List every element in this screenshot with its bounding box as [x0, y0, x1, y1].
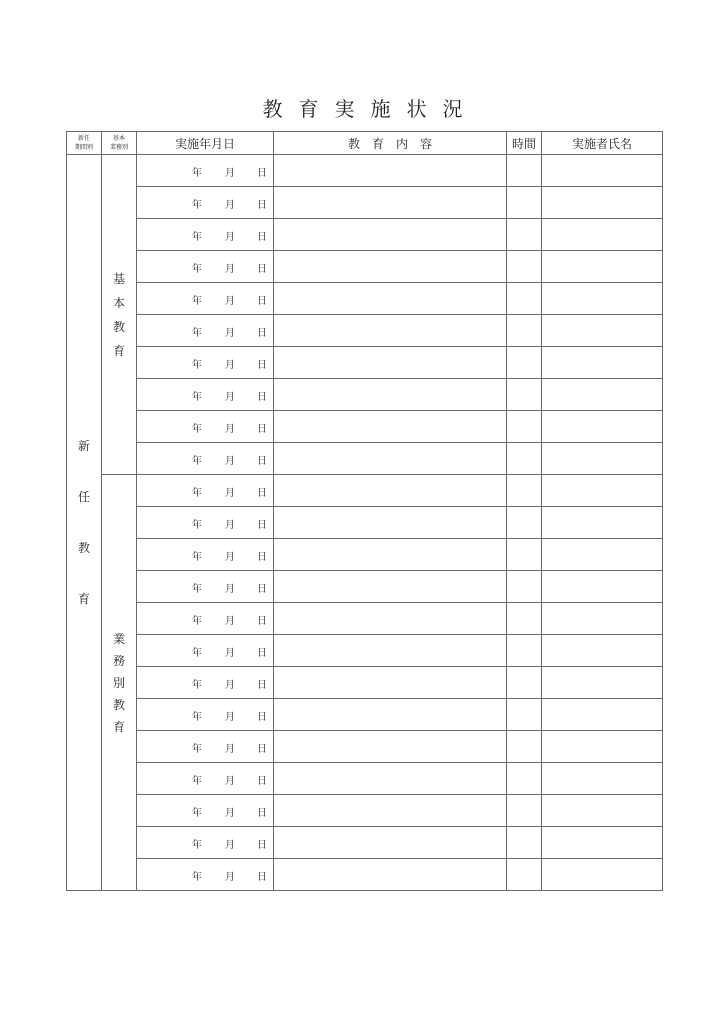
day-label: 日	[257, 872, 267, 883]
table-row	[67, 827, 663, 859]
month-label: 月	[225, 680, 235, 691]
content-cell[interactable]	[274, 411, 507, 443]
year-label: 年	[192, 872, 202, 883]
person-cell[interactable]	[542, 475, 663, 507]
table-row	[67, 251, 663, 283]
year-label: 年	[192, 808, 202, 819]
table-row	[67, 187, 663, 219]
person-cell[interactable]	[542, 539, 663, 571]
day-label: 日	[257, 264, 267, 275]
label-shinnin-kyoiku-char: 任	[77, 489, 90, 504]
year-label: 年	[192, 680, 202, 691]
label-shinnin-kyoiku-char: 育	[77, 591, 90, 606]
month-label: 月	[225, 840, 235, 851]
label-gyomubetsu-kyoiku-char: 業	[112, 631, 125, 646]
hours-cell[interactable]	[507, 699, 542, 731]
day-label: 日	[257, 648, 267, 659]
hours-cell[interactable]	[507, 411, 542, 443]
month-label: 月	[225, 456, 235, 467]
hours-cell[interactable]	[507, 187, 542, 219]
day-label: 日	[257, 744, 267, 755]
table-row	[67, 347, 663, 379]
month-label: 月	[225, 264, 235, 275]
date-cell[interactable]	[137, 571, 274, 603]
hours-cell[interactable]	[507, 475, 542, 507]
content-cell[interactable]	[274, 571, 507, 603]
year-label: 年	[192, 488, 202, 499]
date-cell[interactable]	[137, 251, 274, 283]
hours-cell[interactable]	[507, 795, 542, 827]
hours-cell[interactable]	[507, 571, 542, 603]
hours-cell[interactable]	[507, 539, 542, 571]
header-content: 教育内容	[274, 132, 507, 155]
hours-cell[interactable]	[507, 603, 542, 635]
header-hours: 時間	[507, 132, 542, 155]
hours-cell[interactable]	[507, 443, 542, 475]
content-cell[interactable]	[274, 443, 507, 475]
date-cell[interactable]	[137, 731, 274, 763]
person-cell[interactable]	[542, 507, 663, 539]
year-label: 年	[192, 776, 202, 787]
month-label: 月	[225, 776, 235, 787]
table-row	[67, 411, 663, 443]
hours-cell[interactable]	[507, 283, 542, 315]
date-cell[interactable]	[137, 187, 274, 219]
table-row	[67, 699, 663, 731]
hours-cell[interactable]	[507, 315, 542, 347]
month-label: 月	[225, 168, 235, 179]
table-row	[67, 283, 663, 315]
person-cell[interactable]	[542, 443, 663, 475]
person-cell[interactable]	[542, 795, 663, 827]
person-cell[interactable]	[542, 667, 663, 699]
day-label: 日	[257, 168, 267, 179]
hours-cell[interactable]	[507, 635, 542, 667]
date-cell[interactable]	[137, 635, 274, 667]
label-gyomubetsu-kyoiku-char: 務	[112, 653, 125, 668]
header-period-category	[67, 132, 102, 155]
table-row	[67, 475, 663, 507]
date-cell[interactable]	[137, 475, 274, 507]
year-label: 年	[192, 328, 202, 339]
table-row	[67, 731, 663, 763]
table-header-row	[67, 132, 663, 155]
date-cell[interactable]	[137, 667, 274, 699]
label-gyomubetsu-kyoiku-char: 教	[112, 697, 125, 712]
person-cell[interactable]	[542, 187, 663, 219]
year-label: 年	[192, 744, 202, 755]
year-label: 年	[192, 232, 202, 243]
day-label: 日	[257, 488, 267, 499]
year-label: 年	[192, 840, 202, 851]
year-label: 年	[192, 552, 202, 563]
table-row	[67, 219, 663, 251]
header-type-line1: 基本	[112, 135, 125, 142]
month-label: 月	[225, 424, 235, 435]
content-cell[interactable]	[274, 699, 507, 731]
table-row	[67, 155, 663, 187]
person-cell[interactable]	[542, 315, 663, 347]
day-label: 日	[257, 840, 267, 851]
day-label: 日	[257, 808, 267, 819]
year-label: 年	[192, 360, 202, 371]
hours-cell[interactable]	[507, 155, 542, 187]
year-label: 年	[192, 648, 202, 659]
header-date: 実施年月日	[137, 132, 274, 155]
person-cell[interactable]	[542, 699, 663, 731]
label-gyomubetsu-kyoiku	[102, 475, 137, 891]
content-cell[interactable]	[274, 251, 507, 283]
hours-cell[interactable]	[507, 827, 542, 859]
month-label: 月	[225, 872, 235, 883]
day-label: 日	[257, 776, 267, 787]
content-cell[interactable]	[274, 315, 507, 347]
label-shinnin-kyoiku	[67, 155, 102, 891]
day-label: 日	[257, 200, 267, 211]
person-cell[interactable]	[542, 411, 663, 443]
content-cell[interactable]	[274, 763, 507, 795]
date-cell[interactable]	[137, 379, 274, 411]
label-kihon-kyoiku-char: 教	[112, 319, 125, 334]
date-cell[interactable]	[137, 539, 274, 571]
label-gyomubetsu-kyoiku-char: 育	[112, 719, 125, 734]
page-title: 教育実施状況	[262, 97, 479, 121]
hours-cell[interactable]	[507, 667, 542, 699]
year-label: 年	[192, 296, 202, 307]
content-cell[interactable]	[274, 667, 507, 699]
date-cell[interactable]	[137, 507, 274, 539]
day-label: 日	[257, 456, 267, 467]
label-kihon-kyoiku-char: 基	[112, 271, 125, 286]
hours-cell[interactable]	[507, 859, 542, 891]
month-label: 月	[225, 296, 235, 307]
content-cell[interactable]	[274, 795, 507, 827]
day-label: 日	[257, 296, 267, 307]
year-label: 年	[192, 616, 202, 627]
table-row	[67, 571, 663, 603]
header-person: 実施者氏名	[542, 132, 663, 155]
label-kihon-kyoiku-char: 育	[112, 343, 125, 358]
person-cell[interactable]	[542, 635, 663, 667]
date-cell[interactable]	[137, 155, 274, 187]
hours-cell[interactable]	[507, 763, 542, 795]
content-cell[interactable]	[274, 635, 507, 667]
table-row	[67, 667, 663, 699]
person-cell[interactable]	[542, 571, 663, 603]
day-label: 日	[257, 712, 267, 723]
table-row	[67, 635, 663, 667]
table-row	[67, 859, 663, 891]
content-cell[interactable]	[274, 859, 507, 891]
month-label: 月	[225, 808, 235, 819]
content-cell[interactable]	[274, 507, 507, 539]
header-type-line2: 業務別	[109, 144, 128, 151]
year-label: 年	[192, 456, 202, 467]
person-cell[interactable]	[542, 347, 663, 379]
day-label: 日	[257, 616, 267, 627]
date-cell[interactable]	[137, 443, 274, 475]
year-label: 年	[192, 168, 202, 179]
label-shinnin-kyoiku-char: 教	[77, 540, 90, 555]
content-cell[interactable]	[274, 155, 507, 187]
label-kihon-kyoiku-char: 本	[112, 295, 125, 310]
education-record-table	[66, 131, 663, 891]
day-label: 日	[257, 520, 267, 531]
content-cell[interactable]	[274, 219, 507, 251]
label-gyomubetsu-kyoiku-char: 別	[112, 675, 125, 690]
month-label: 月	[225, 232, 235, 243]
date-cell[interactable]	[137, 699, 274, 731]
date-cell[interactable]	[137, 763, 274, 795]
header-type-category	[102, 132, 137, 155]
month-label: 月	[225, 744, 235, 755]
date-cell[interactable]	[137, 219, 274, 251]
header-period-line1: 新任	[77, 135, 90, 142]
table-row	[67, 379, 663, 411]
month-label: 月	[225, 552, 235, 563]
day-label: 日	[257, 392, 267, 403]
day-label: 日	[257, 328, 267, 339]
content-cell[interactable]	[274, 603, 507, 635]
content-cell[interactable]	[274, 475, 507, 507]
year-label: 年	[192, 264, 202, 275]
person-cell[interactable]	[542, 859, 663, 891]
day-label: 日	[257, 552, 267, 563]
date-cell[interactable]	[137, 411, 274, 443]
date-cell[interactable]	[137, 315, 274, 347]
table-row	[67, 603, 663, 635]
year-label: 年	[192, 584, 202, 595]
table-row	[67, 443, 663, 475]
date-cell[interactable]	[137, 795, 274, 827]
hours-cell[interactable]	[507, 507, 542, 539]
hours-cell[interactable]	[507, 219, 542, 251]
date-cell[interactable]	[137, 347, 274, 379]
hours-cell[interactable]	[507, 379, 542, 411]
label-kihon-kyoiku	[102, 155, 137, 475]
content-cell[interactable]	[274, 379, 507, 411]
month-label: 月	[225, 712, 235, 723]
content-cell[interactable]	[274, 283, 507, 315]
month-label: 月	[225, 488, 235, 499]
label-shinnin-kyoiku-char: 新	[77, 438, 90, 453]
month-label: 月	[225, 392, 235, 403]
date-cell[interactable]	[137, 827, 274, 859]
content-cell[interactable]	[274, 827, 507, 859]
month-label: 月	[225, 616, 235, 627]
hours-cell[interactable]	[507, 347, 542, 379]
day-label: 日	[257, 680, 267, 691]
content-cell[interactable]	[274, 731, 507, 763]
month-label: 月	[225, 200, 235, 211]
person-cell[interactable]	[542, 603, 663, 635]
year-label: 年	[192, 712, 202, 723]
person-cell[interactable]	[542, 283, 663, 315]
content-cell[interactable]	[274, 539, 507, 571]
content-cell[interactable]	[274, 347, 507, 379]
table-row	[67, 795, 663, 827]
person-cell[interactable]	[542, 731, 663, 763]
header-period-line2: 期間別	[74, 144, 93, 151]
hours-cell[interactable]	[507, 251, 542, 283]
day-label: 日	[257, 584, 267, 595]
month-label: 月	[225, 520, 235, 531]
person-cell[interactable]	[542, 155, 663, 187]
table-row	[67, 539, 663, 571]
month-label: 月	[225, 584, 235, 595]
person-cell[interactable]	[542, 827, 663, 859]
person-cell[interactable]	[542, 219, 663, 251]
month-label: 月	[225, 648, 235, 659]
table-row	[67, 315, 663, 347]
date-cell[interactable]	[137, 859, 274, 891]
day-label: 日	[257, 360, 267, 371]
date-cell[interactable]	[137, 603, 274, 635]
day-label: 日	[257, 232, 267, 243]
month-label: 月	[225, 360, 235, 371]
content-cell[interactable]	[274, 187, 507, 219]
day-label: 日	[257, 424, 267, 435]
year-label: 年	[192, 392, 202, 403]
person-cell[interactable]	[542, 763, 663, 795]
month-label: 月	[225, 328, 235, 339]
person-cell[interactable]	[542, 251, 663, 283]
person-cell[interactable]	[542, 379, 663, 411]
year-label: 年	[192, 200, 202, 211]
hours-cell[interactable]	[507, 731, 542, 763]
year-label: 年	[192, 424, 202, 435]
date-cell[interactable]	[137, 283, 274, 315]
table-row	[67, 507, 663, 539]
year-label: 年	[192, 520, 202, 531]
table-row	[67, 763, 663, 795]
